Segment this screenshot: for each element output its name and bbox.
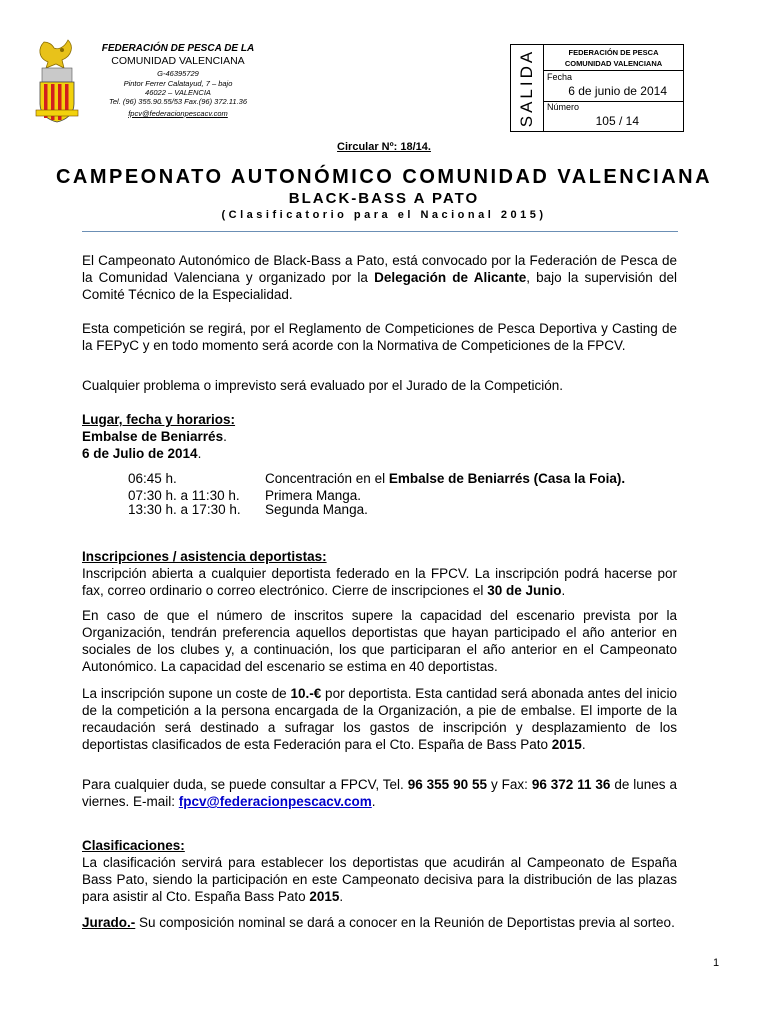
stamp-date-value: 6 de junio de 2014 xyxy=(568,84,667,98)
org-address-city: 46022 – VALENCIA xyxy=(145,88,211,97)
venue-heading: Lugar, fecha y horarios: xyxy=(82,412,236,427)
schedule-activity: Segunda Manga. xyxy=(265,502,368,517)
schedule-time: 13:30 h. a 17:30 h. xyxy=(128,502,241,517)
registration-paragraph-3: La inscripción supone un coste de 10.-€ por deportista. Esta cantidad será abonada antes del inicio de la competición a la persona encargada de la Organización, a pie de embalse. El importe de la recaudación será destinado a sufragar los gastos de inscripción y desplazamiento de los deportistas clasificados de esta Federación para el Cto. España de Bass Pato 2015. xyxy=(82,686,678,752)
contact-email-link[interactable]: fpcv@federacionpescacv.com xyxy=(178,794,372,809)
venue-place: Embalse de Beniarrés. xyxy=(82,429,227,444)
jury-heading: Jurado.- xyxy=(82,915,136,930)
registration-paragraph-4: Para cualquier duda, se puede consultar a FPCV, Tel. 96 355 90 55 y Fax: 96 372 11 36 de lunes a viernes. E-mail: fpcv@federacionpescacv.com. xyxy=(82,777,677,809)
jury-section xyxy=(82,914,677,931)
stamp-date-cell xyxy=(544,72,683,102)
title-divider xyxy=(82,231,678,232)
org-address-street: Pintor Ferrer Calatayud, 7 – bajo xyxy=(123,79,233,88)
registration-paragraph-2: En caso de que el número de inscritos supere la capacidad del escenario prevista por la Organización, tendrán preferencia aquellos deportistas que hayan participado el año anterior en sociales de los clubes y, a continuación, los que participaran el año anterior en el Campeonato Autonómico. La capacidad del escenario se estima en 40 deportistas. xyxy=(82,608,677,674)
registration-paragraph-1: Inscripción abierta a cualquier deportista federado en la FPCV. La inscripción podrá hacerse por fax, correo ordinario o correo electrónico. Cierre de inscripciones el 30 de Junio. xyxy=(82,566,677,598)
stamp-date-label: Fecha xyxy=(547,72,573,82)
federation-crest-logo xyxy=(34,38,82,124)
main-title: CAMPEONATO AUTONÓMICO COMUNIDAD VALENCIANA xyxy=(55,166,713,188)
schedule-activity: Concentración en el Embalse de Beniarrés (Casa la Foia). xyxy=(265,471,626,486)
org-name-line2: COMUNIDAD VALENCIANA xyxy=(111,55,245,67)
registration-heading: Inscripciones / asistencia deportistas: xyxy=(82,549,327,564)
stamp-salida-cell xyxy=(511,45,544,131)
stamp-org-cell xyxy=(544,45,683,71)
org-phone-fax: Tel. (96) 355.90.55/53 Fax.(96) 372.11.36 xyxy=(108,97,247,106)
venue-section xyxy=(82,411,677,462)
intro-paragraph-2: Esta competición se regirá, por el Reglamento de Competiciones de Pesca Deportiva y Casting de la FEPyC y en todo momento será acorde con la Normativa de Competiciones de la FPCV. xyxy=(82,321,677,353)
circular-number: Circular Nº: 18/14. xyxy=(337,141,431,153)
intro-paragraph-1: El Campeonato Autonómico de Black-Bass a Pato, está convocado por la Federación de Pesca de la Comunidad Valenciana y organizado por la Delegación de Alicante, bajo la supervisión del Comité Técnico de la Especialidad. xyxy=(82,253,678,302)
stamp-number-label: Número xyxy=(547,102,580,112)
jury-text: Su composición nominal se dará a conocer en la Reunión de Deportistas previa al sorteo. xyxy=(135,915,675,930)
venue-date: 6 de Julio de 2014. xyxy=(82,446,202,461)
org-cif: G-46395729 xyxy=(157,69,199,78)
stamp-number-cell xyxy=(544,102,683,131)
stamp-org-line1: FEDERACIÓN DE PESCA xyxy=(568,48,659,57)
schedule-time: 06:45 h. xyxy=(128,471,177,486)
qualifier-note: (Clasificatorio para el Nacional 2015) xyxy=(221,209,547,221)
schedule-row xyxy=(0,470,768,487)
stamp-number-value: 105 / 14 xyxy=(595,114,639,128)
schedule-row xyxy=(0,501,768,518)
registration-section xyxy=(82,548,677,599)
schedule-time: 07:30 h. a 11:30 h. xyxy=(128,488,240,503)
subtitle: BLACK-BASS A PATO xyxy=(288,190,480,207)
page-number: 1 xyxy=(713,957,720,969)
schedule-activity: Primera Manga. xyxy=(265,488,362,503)
intro-paragraph-3: Cualquier problema o imprevisto será evaluado por el Jurado de la Competición. xyxy=(82,378,564,393)
stamp-org-line2: COMUNIDAD VALENCIANA xyxy=(564,59,663,68)
org-email-link[interactable]: fpcv@federacionpescacv.com xyxy=(128,109,228,118)
classification-heading: Clasificaciones: xyxy=(82,838,185,853)
outgoing-register-stamp xyxy=(510,44,684,132)
stamp-salida-label: SALIDA xyxy=(517,48,536,128)
classification-paragraph: La clasificación servirá para establecer los deportistas que acudirán al Campeonato de España Bass Pato, siendo la participación en este Campeonato decisiva para la distribución de las plazas para asistir al Cto. España Bass Pato 2015. xyxy=(82,855,677,904)
classification-section xyxy=(82,837,677,905)
org-name-line1: FEDERACIÓN DE PESCA DE LA xyxy=(101,43,255,54)
